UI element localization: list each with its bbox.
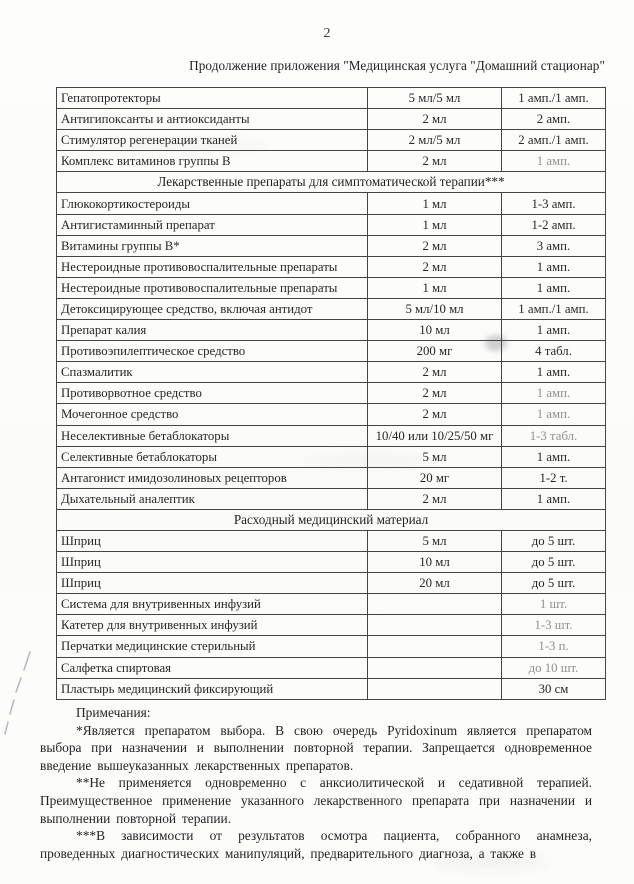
dose-cell: 5 мл	[368, 446, 502, 467]
dose-cell: 20 мл	[368, 573, 502, 594]
dose-cell: 2 мл	[368, 235, 502, 256]
table-row	[57, 615, 606, 636]
note-item-1: *Является препаратом выбора. В свою очередь Pyridoxinum является препаратом выбора при назначении и выполнении повторной терапии. Запрещается одновременное введение вышеуказанных лекарственных препаратов.	[40, 722, 592, 773]
quantity-cell: 1-2 т.	[502, 467, 606, 488]
notes-section	[40, 704, 592, 862]
item-name-cell: Спазмалитик	[57, 362, 368, 383]
quantity-cell: 1 амп.	[502, 256, 606, 277]
quantity-cell: 1 амп./1 амп.	[502, 298, 606, 319]
quantity-cell: 1-3 амп.	[502, 193, 606, 214]
table-row	[57, 404, 606, 425]
table-row	[57, 235, 606, 256]
item-name-cell: Шприц	[57, 573, 368, 594]
table-row	[57, 425, 606, 446]
item-name-cell: Противорвотное средство	[57, 383, 368, 404]
dose-cell	[368, 678, 502, 699]
dose-cell: 5 мл/10 мл	[368, 298, 502, 319]
note-item-3: ***В зависимости от результатов осмотра пациента, собранного анамнеза, проведенных диагностических манипуляций, предварительного диагноза, а также в	[40, 828, 592, 861]
quantity-cell: 2 амп./1 амп.	[502, 130, 606, 151]
page-number: 2	[323, 26, 331, 41]
dose-cell: 2 мл	[368, 256, 502, 277]
dose-cell: 2 мл	[368, 404, 502, 425]
quantity-cell: 1 шт.	[502, 594, 606, 615]
dose-cell: 1 мл	[368, 277, 502, 298]
dose-cell	[368, 657, 502, 678]
table-row	[57, 298, 606, 319]
item-name-cell: Нестероидные противовоспалительные препараты	[57, 277, 368, 298]
dose-cell: 2 мл	[368, 109, 502, 130]
quantity-cell: 1 амп.	[502, 277, 606, 298]
item-name-cell: Шприц	[57, 552, 368, 573]
table-row	[57, 193, 606, 214]
table-row	[57, 552, 606, 573]
table-row	[57, 130, 606, 151]
dose-cell: 10 мл	[368, 320, 502, 341]
document-header: Продолжение приложения "Медицинская услуга "Домашний стационар"	[189, 58, 605, 73]
table-row	[57, 383, 606, 404]
dose-cell: 2 мл	[368, 383, 502, 404]
table-row	[57, 109, 606, 130]
table-row	[57, 657, 606, 678]
quantity-cell: до 5 шт.	[502, 573, 606, 594]
table-row	[57, 488, 606, 509]
item-name-cell: Мочегонное средство	[57, 404, 368, 425]
quantity-cell: до 10 шт.	[502, 657, 606, 678]
quantity-cell: до 5 шт.	[502, 552, 606, 573]
table-row	[57, 446, 606, 467]
item-name-cell: Система для внутривенных инфузий	[57, 594, 368, 615]
dose-cell: 2 мл	[368, 362, 502, 383]
quantity-cell: 1-3 табл.	[502, 425, 606, 446]
table-section-header	[57, 172, 606, 193]
dose-cell: 1 мл	[368, 193, 502, 214]
table-row	[57, 256, 606, 277]
table-row	[57, 320, 606, 341]
section-header-label: Расходный медицинский материал	[57, 509, 606, 530]
notes-title: Примечания:	[76, 705, 151, 720]
dose-cell	[368, 636, 502, 657]
pen-mark-artifact	[0, 640, 44, 750]
quantity-cell: 1 амп.	[502, 320, 606, 341]
quantity-cell: до 5 шт.	[502, 530, 606, 551]
table-row	[57, 88, 606, 109]
table-row	[57, 362, 606, 383]
table-row	[57, 678, 606, 699]
quantity-cell: 4 табл.	[502, 341, 606, 362]
quantity-cell: 1 амп.	[502, 151, 606, 172]
quantity-cell: 2 амп.	[502, 109, 606, 130]
table-row	[57, 594, 606, 615]
dose-cell: 20 мг	[368, 467, 502, 488]
item-name-cell: Комплекс витаминов группы В	[57, 151, 368, 172]
quantity-cell: 30 см	[502, 678, 606, 699]
dose-cell: 1 мл	[368, 214, 502, 235]
item-name-cell: Неселективные бетаблокаторы	[57, 425, 368, 446]
item-name-cell: Пластырь медицинский фиксирующий	[57, 678, 368, 699]
item-name-cell: Детоксицирующее средство, включая антидот	[57, 298, 368, 319]
dose-cell: 200 мг	[368, 341, 502, 362]
table-row	[57, 467, 606, 488]
item-name-cell: Дыхательный аналептик	[57, 488, 368, 509]
dose-cell: 5 мл	[368, 530, 502, 551]
table-row	[57, 277, 606, 298]
item-name-cell: Витамины группы В*	[57, 235, 368, 256]
dose-cell: 5 мл/5 мл	[368, 88, 502, 109]
quantity-cell: 1 амп.	[502, 446, 606, 467]
item-name-cell: Нестероидные противовоспалительные препараты	[57, 256, 368, 277]
quantity-cell: 1 амп.	[502, 404, 606, 425]
item-name-cell: Препарат калия	[57, 320, 368, 341]
item-name-cell: Глюкокортикостероиды	[57, 193, 368, 214]
table-row	[57, 341, 606, 362]
dose-cell: 10/40 или 10/25/50 мг	[368, 425, 502, 446]
item-name-cell: Противоэпилептическое средство	[57, 341, 368, 362]
table-row	[57, 573, 606, 594]
quantity-cell: 1 амп.	[502, 488, 606, 509]
item-name-cell: Гепатопротекторы	[57, 88, 368, 109]
dose-cell: 2 мл/5 мл	[368, 130, 502, 151]
table-row	[57, 636, 606, 657]
dose-cell: 2 мл	[368, 151, 502, 172]
dose-cell	[368, 615, 502, 636]
quantity-cell: 1 амп./1 амп.	[502, 88, 606, 109]
quantity-cell: 1 амп.	[502, 383, 606, 404]
note-item-2: **Не применяется одновременно с анксиолитической и седативной терапией. Преимущественное применение указанного лекарственного препарата при назначении и выполнении повторной терапии.	[40, 775, 592, 826]
item-name-cell: Перчатки медицинские стерильный	[57, 636, 368, 657]
quantity-cell: 3 амп.	[502, 235, 606, 256]
item-name-cell: Шприц	[57, 530, 368, 551]
quantity-cell: 1 амп.	[502, 362, 606, 383]
item-name-cell: Селективные бетаблокаторы	[57, 446, 368, 467]
dose-cell	[368, 594, 502, 615]
table-row	[57, 214, 606, 235]
item-name-cell: Катетер для внутривенных инфузий	[57, 615, 368, 636]
table-row	[57, 530, 606, 551]
item-name-cell: Антигистаминный препарат	[57, 214, 368, 235]
item-name-cell: Стимулятор регенерации тканей	[57, 130, 368, 151]
medication-table	[56, 87, 606, 700]
item-name-cell: Антигипоксанты и антиоксиданты	[57, 109, 368, 130]
table-row	[57, 151, 606, 172]
quantity-cell: 1-3 п.	[502, 636, 606, 657]
quantity-cell: 1-2 амп.	[502, 214, 606, 235]
table-section-header	[57, 509, 606, 530]
dose-cell: 2 мл	[368, 488, 502, 509]
item-name-cell: Салфетка спиртовая	[57, 657, 368, 678]
dose-cell: 10 мл	[368, 552, 502, 573]
item-name-cell: Антагонист имидозолиновых рецепторов	[57, 467, 368, 488]
section-header-label: Лекарственные препараты для симптоматической терапии***	[57, 172, 606, 193]
quantity-cell: 1-3 шт.	[502, 615, 606, 636]
